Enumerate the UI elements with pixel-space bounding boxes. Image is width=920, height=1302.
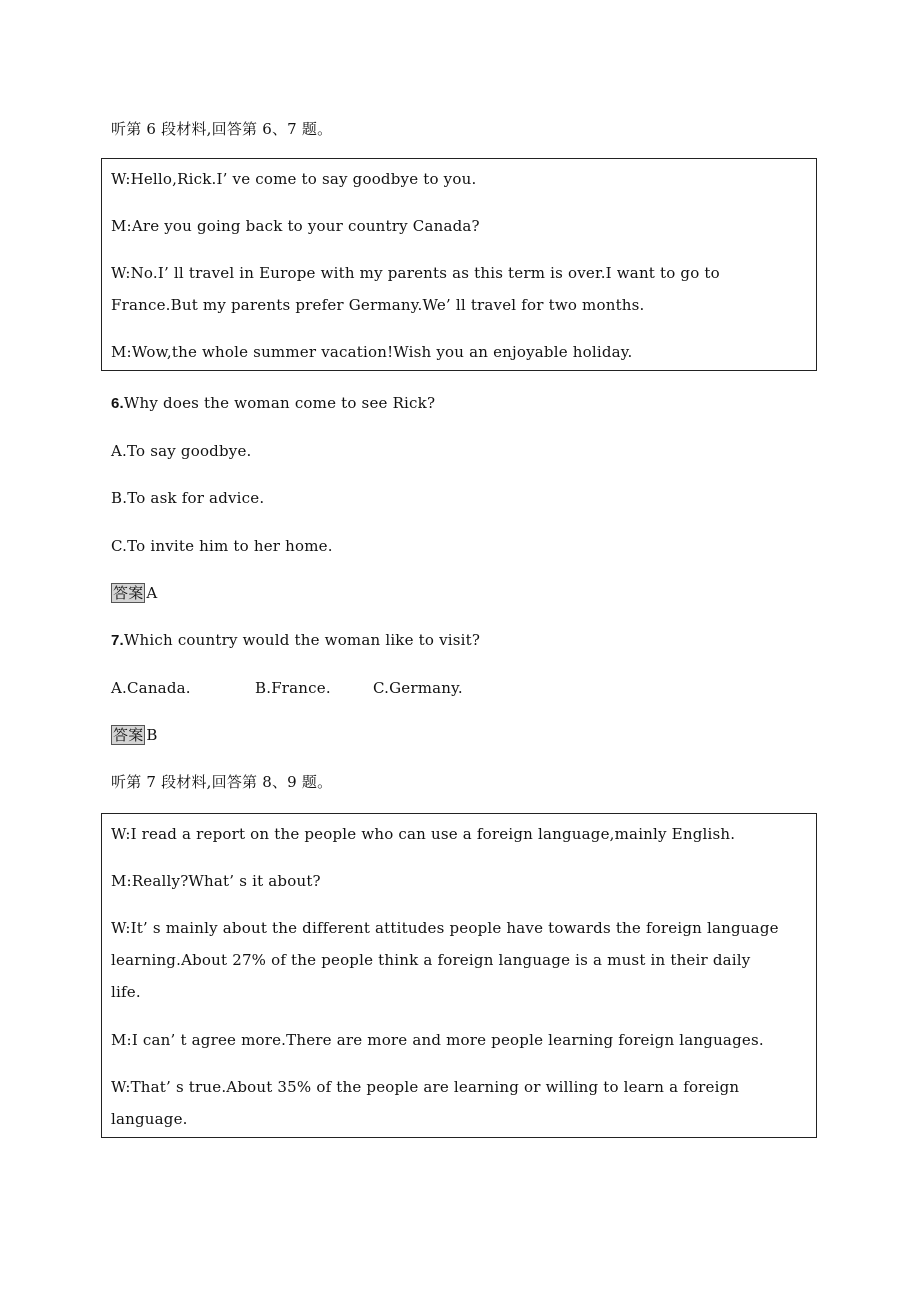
question-number: 6. bbox=[111, 395, 124, 412]
dialogue-box-1 bbox=[101, 158, 817, 371]
section-heading-2: 听第 7 段材料,回答第 8、9 题。 bbox=[111, 773, 333, 791]
dialogue-line: M:Really?What’ s it about? bbox=[111, 872, 321, 890]
dialogue-line: M:I can’ t agree more.There are more and more people learning foreign languages. bbox=[111, 1031, 764, 1049]
option-a: A.To say goodbye. bbox=[111, 442, 252, 460]
section-heading-1: 听第 6 段材料,回答第 6、7 题。 bbox=[111, 120, 333, 138]
option-b: B.To ask for advice. bbox=[111, 489, 265, 507]
answer-value: A bbox=[146, 584, 158, 602]
option-c: C.To invite him to her home. bbox=[111, 537, 333, 555]
answer-value: B bbox=[146, 726, 158, 744]
dialogue-line: life. bbox=[111, 983, 141, 1001]
question-text: Why does the woman come to see Rick? bbox=[123, 394, 436, 412]
dialogue-line: W:No.I’ ll travel in Europe with my parents as this term is over.I want to go to bbox=[111, 264, 720, 282]
answer-row-7 bbox=[111, 725, 158, 745]
question-number: 7. bbox=[111, 632, 124, 649]
dialogue-line: W:I read a report on the people who can use a foreign language,mainly English. bbox=[111, 825, 736, 843]
dialogue-line: M:Are you going back to your country Canada? bbox=[111, 217, 480, 235]
answer-row-6 bbox=[111, 583, 157, 603]
answer-label: 答案 bbox=[113, 584, 144, 602]
answer-label: 答案 bbox=[113, 726, 144, 744]
dialogue-line: W:That’ s true.About 35% of the people are learning or willing to learn a foreign bbox=[111, 1078, 740, 1096]
dialogue-line: France.But my parents prefer Germany.We’ ll travel for two months. bbox=[111, 296, 645, 314]
question-text: Which country would the woman like to visit? bbox=[123, 631, 481, 649]
question-7 bbox=[111, 630, 480, 651]
dialogue-line: learning.About 27% of the people think a foreign language is a must in their daily bbox=[111, 951, 751, 969]
option-b: B.France. bbox=[255, 679, 331, 697]
dialogue-line: language. bbox=[111, 1110, 188, 1128]
options-row-7 bbox=[111, 678, 611, 698]
dialogue-line: M:Wow,the whole summer vacation!Wish you an enjoyable holiday. bbox=[111, 343, 633, 361]
option-a: A.Canada. bbox=[111, 679, 191, 697]
dialogue-line: W:Hello,Rick.I’ ve come to say goodbye to you. bbox=[111, 170, 477, 188]
dialogue-line: W:It’ s mainly about the different attitudes people have towards the foreign language bbox=[111, 919, 779, 937]
option-c: C.Germany. bbox=[373, 679, 463, 697]
dialogue-box-2 bbox=[101, 813, 817, 1138]
question-6 bbox=[111, 393, 435, 414]
